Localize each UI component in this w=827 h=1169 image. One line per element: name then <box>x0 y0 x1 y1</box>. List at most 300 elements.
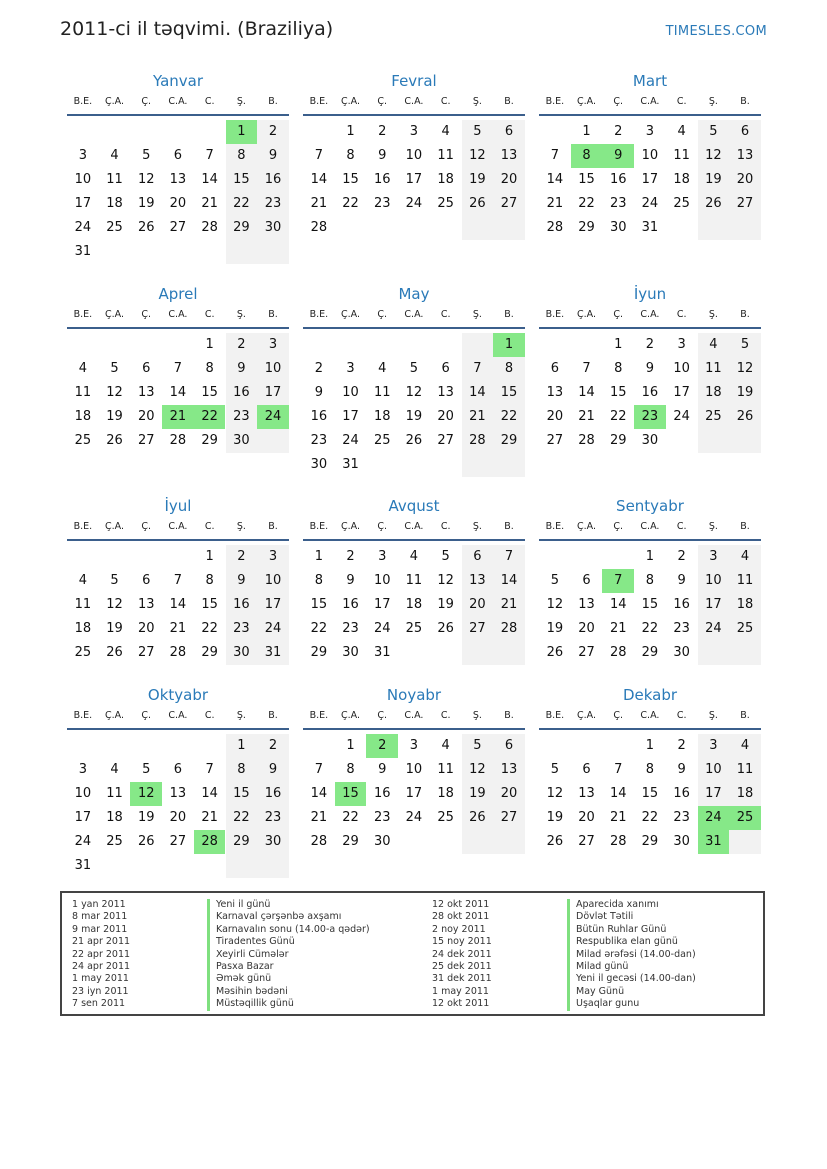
holiday-name: Dövlət Tətili <box>567 911 633 923</box>
day-cell: 13 <box>437 385 454 400</box>
day-cell: 2 <box>677 549 686 564</box>
day-cell: 21 <box>578 409 595 424</box>
month-name: Sentyabr <box>616 497 684 515</box>
day-cell: 24 <box>373 621 391 636</box>
day-cell: 19 <box>462 782 494 806</box>
day-cell: 19 <box>137 810 155 825</box>
day-cell: 28 <box>493 617 525 641</box>
day-cell: 8 <box>645 762 655 777</box>
month-name: İyun <box>633 285 667 303</box>
day-cell: 3 <box>409 124 419 139</box>
month-name: Aprel <box>158 285 198 303</box>
day-cell: 10 <box>405 762 423 777</box>
day-cell: 31 <box>74 858 92 873</box>
holiday-date: 1 may 2011 <box>432 985 489 997</box>
holiday-date: 8 mar 2011 <box>72 911 128 923</box>
day-cell: 28 <box>310 220 328 235</box>
day-cell: 2 <box>614 124 623 139</box>
day-cell: 28 <box>578 433 595 448</box>
day-cell: 19 <box>405 409 423 424</box>
day-cell: 24 <box>74 220 92 235</box>
day-cell: 29 <box>310 645 328 660</box>
weekday-label: Ş. <box>472 96 482 107</box>
day-cell: 9 <box>677 573 686 588</box>
day-cell: 20 <box>546 409 564 424</box>
day-grid <box>303 329 525 473</box>
day-cell: 31 <box>342 457 359 472</box>
day-cell: 22 <box>226 806 258 830</box>
holiday-day-cell: 7 <box>602 569 634 593</box>
weekday-label: Ç.A. <box>105 309 125 320</box>
day-cell: 10 <box>257 357 289 381</box>
day-cell: 3 <box>378 549 387 564</box>
day-cell: 20 <box>578 621 595 636</box>
weekday-label: Ş. <box>708 521 718 532</box>
day-cell: 23 <box>226 617 258 641</box>
day-cell: 8 <box>226 144 258 168</box>
day-cell: 2 <box>378 124 387 139</box>
day-cell: 2 <box>677 738 686 753</box>
weekday-header <box>67 92 289 116</box>
weekday-label: B. <box>268 521 278 532</box>
day-cell: 22 <box>609 409 627 424</box>
weekday-label: B.E. <box>545 710 565 721</box>
day-cell: 9 <box>645 361 655 376</box>
day-cell: 28 <box>609 645 627 660</box>
day-cell: 6 <box>582 573 591 588</box>
weekday-label: C. <box>440 710 451 721</box>
day-cell: 8 <box>226 758 258 782</box>
day-cell: 15 <box>201 597 218 612</box>
weekday-label: Ş. <box>472 309 482 320</box>
day-cell: 23 <box>673 621 690 636</box>
day-cell: 14 <box>169 385 187 400</box>
day-cell: 6 <box>729 120 761 144</box>
day-cell: 11 <box>729 758 761 782</box>
day-cell: 2 <box>226 545 258 569</box>
day-cell: 13 <box>546 385 564 400</box>
weekend-blank <box>729 830 761 854</box>
day-cell: 5 <box>110 573 119 588</box>
day-cell: 20 <box>137 621 155 636</box>
day-cell: 18 <box>673 172 690 187</box>
day-cell: 27 <box>137 433 155 448</box>
day-cell: 5 <box>550 762 559 777</box>
weekday-label: Ç.A. <box>105 521 125 532</box>
weekday-header <box>303 305 525 329</box>
holiday-day-cell: 24 <box>257 405 289 429</box>
weekday-label: C. <box>676 521 687 532</box>
weekday-label: Ş. <box>708 710 718 721</box>
day-cell: 14 <box>493 569 525 593</box>
day-cell: 26 <box>137 834 155 849</box>
day-cell: 16 <box>673 597 690 612</box>
month-name: May <box>398 285 430 303</box>
day-cell: 5 <box>409 361 419 376</box>
day-grid <box>303 116 525 260</box>
day-cell: 21 <box>310 810 328 825</box>
day-cell: 22 <box>641 810 659 825</box>
month-calendar <box>67 70 289 260</box>
day-cell: 5 <box>729 333 761 357</box>
weekday-header <box>67 517 289 541</box>
weekend-blank <box>698 429 730 453</box>
weekend-blank <box>729 429 761 453</box>
weekday-label: C.A. <box>640 521 660 532</box>
day-cell: 1 <box>205 337 214 352</box>
day-cell: 25 <box>698 405 730 429</box>
day-cell: 13 <box>493 144 525 168</box>
day-cell: 15 <box>226 168 258 192</box>
day-cell: 20 <box>169 810 187 825</box>
day-cell: 18 <box>729 782 761 806</box>
day-cell: 13 <box>137 597 155 612</box>
day-grid <box>303 730 525 874</box>
day-cell: 12 <box>698 144 730 168</box>
day-cell: 30 <box>641 433 659 448</box>
day-cell: 15 <box>201 385 218 400</box>
holiday-name: Karnavalın sonu (14.00-a qədər) <box>207 924 370 936</box>
day-cell: 10 <box>673 361 690 376</box>
day-cell: 6 <box>142 573 151 588</box>
day-cell: 18 <box>106 196 123 211</box>
day-grid <box>67 116 289 260</box>
day-grid <box>539 730 761 874</box>
weekday-label: C. <box>204 521 215 532</box>
day-cell: 20 <box>493 782 525 806</box>
day-cell: 10 <box>74 172 92 187</box>
day-cell: 16 <box>373 172 391 187</box>
day-grid <box>539 116 761 260</box>
day-cell: 4 <box>78 573 87 588</box>
day-cell: 11 <box>106 172 123 187</box>
day-cell: 27 <box>137 645 155 660</box>
day-cell: 18 <box>405 597 423 612</box>
day-cell: 18 <box>74 621 92 636</box>
holiday-date: 12 okt 2011 <box>432 899 490 910</box>
day-cell: 7 <box>462 357 494 381</box>
holiday-day-cell: 25 <box>729 806 761 830</box>
day-cell: 8 <box>346 148 355 163</box>
day-cell: 29 <box>609 433 627 448</box>
day-cell: 27 <box>546 433 564 448</box>
day-cell: 29 <box>226 216 258 240</box>
day-cell: 14 <box>310 786 328 801</box>
day-cell: 17 <box>405 172 423 187</box>
weekend-blank <box>226 240 258 264</box>
weekday-header <box>539 706 761 730</box>
day-cell: 6 <box>550 361 559 376</box>
weekday-label: C.A. <box>404 710 424 721</box>
day-cell: 6 <box>493 734 525 758</box>
day-cell: 31 <box>373 645 391 660</box>
day-cell: 23 <box>310 433 328 448</box>
month-name: İyul <box>164 497 192 515</box>
day-cell: 16 <box>257 168 289 192</box>
day-cell: 26 <box>437 621 454 636</box>
day-cell: 15 <box>578 172 595 187</box>
day-cell: 3 <box>257 545 289 569</box>
day-grid <box>303 541 525 685</box>
day-cell: 4 <box>698 333 730 357</box>
day-cell: 25 <box>673 196 690 211</box>
day-cell: 2 <box>645 337 655 352</box>
weekday-label: B.E. <box>309 710 329 721</box>
day-cell: 26 <box>106 433 123 448</box>
day-cell: 27 <box>578 645 595 660</box>
day-cell: 17 <box>342 409 359 424</box>
weekday-label: Ç. <box>613 710 624 721</box>
day-cell: 14 <box>169 597 187 612</box>
day-cell: 3 <box>257 333 289 357</box>
weekday-label: Ç.A. <box>341 710 361 721</box>
day-cell: 14 <box>201 172 218 187</box>
month-name: Avqust <box>388 497 440 515</box>
day-cell: 30 <box>226 429 258 453</box>
day-cell: 25 <box>405 621 423 636</box>
weekend-blank <box>493 216 525 240</box>
weekend-blank <box>257 429 289 453</box>
day-cell: 26 <box>462 806 494 830</box>
day-cell: 13 <box>578 597 595 612</box>
month-calendar <box>539 684 761 874</box>
day-cell: 3 <box>78 148 87 163</box>
weekday-label: Ç.A. <box>577 96 597 107</box>
weekday-label: C.A. <box>404 309 424 320</box>
day-cell: 12 <box>106 597 123 612</box>
weekday-label: C. <box>204 96 215 107</box>
day-cell: 11 <box>74 597 92 612</box>
day-cell: 16 <box>310 409 328 424</box>
day-cell: 6 <box>582 762 591 777</box>
day-cell: 28 <box>609 834 627 849</box>
holiday-date: 2 noy 2011 <box>432 923 486 935</box>
day-cell: 17 <box>74 810 92 825</box>
day-cell: 2 <box>257 120 289 144</box>
day-cell: 10 <box>257 569 289 593</box>
weekday-label: Ç. <box>141 710 152 721</box>
weekend-blank <box>462 333 494 357</box>
day-cell: 9 <box>378 762 387 777</box>
day-cell: 17 <box>405 786 423 801</box>
day-cell: 26 <box>729 405 761 429</box>
weekday-label: Ş. <box>236 309 246 320</box>
day-cell: 28 <box>310 834 328 849</box>
weekday-label: C. <box>440 521 451 532</box>
day-cell: 7 <box>314 762 323 777</box>
day-cell: 28 <box>169 645 187 660</box>
holiday-name: Bütün Ruhlar Günü <box>567 924 666 936</box>
day-cell: 11 <box>373 385 391 400</box>
holiday-date: 23 iyn 2011 <box>72 985 129 997</box>
holiday-date: 1 yan 2011 <box>72 899 126 910</box>
day-cell: 8 <box>314 573 323 588</box>
day-cell: 29 <box>201 645 218 660</box>
month-calendar <box>539 495 761 685</box>
day-cell: 17 <box>74 196 92 211</box>
day-cell: 10 <box>373 573 391 588</box>
holiday-name: Yeni il gecəsi (14.00-dan) <box>567 973 696 985</box>
day-cell: 19 <box>437 597 454 612</box>
day-cell: 20 <box>437 409 454 424</box>
day-cell: 24 <box>74 834 92 849</box>
day-cell: 5 <box>550 573 559 588</box>
day-cell: 13 <box>462 569 494 593</box>
holiday-day-cell: 1 <box>226 120 258 144</box>
day-cell: 2 <box>346 549 355 564</box>
day-cell: 9 <box>346 573 355 588</box>
day-cell: 30 <box>257 830 289 854</box>
day-cell: 2 <box>314 361 323 376</box>
weekday-label: B.E. <box>309 309 329 320</box>
weekday-label: C. <box>440 309 451 320</box>
weekday-label: B.E. <box>309 521 329 532</box>
day-cell: 15 <box>641 597 659 612</box>
weekday-label: Ç. <box>613 96 624 107</box>
day-cell: 12 <box>137 172 155 187</box>
day-cell: 24 <box>257 617 289 641</box>
weekday-header <box>303 706 525 730</box>
day-cell: 16 <box>641 385 659 400</box>
weekday-label: B. <box>268 96 278 107</box>
day-cell: 1 <box>205 549 214 564</box>
day-cell: 17 <box>641 172 659 187</box>
holiday-day-cell: 8 <box>571 144 603 168</box>
day-cell: 7 <box>205 148 214 163</box>
day-cell: 3 <box>698 545 730 569</box>
day-cell: 27 <box>493 806 525 830</box>
day-cell: 19 <box>462 168 494 192</box>
holiday-day-cell: 9 <box>602 144 634 168</box>
day-cell: 24 <box>342 433 359 448</box>
day-cell: 25 <box>729 617 761 641</box>
day-cell: 4 <box>729 734 761 758</box>
holiday-date: 24 dek 2011 <box>432 948 492 960</box>
day-cell: 1 <box>226 734 258 758</box>
day-cell: 27 <box>578 834 595 849</box>
day-cell: 31 <box>641 220 659 235</box>
day-cell: 6 <box>441 361 450 376</box>
day-cell: 11 <box>106 786 123 801</box>
day-cell: 30 <box>310 457 328 472</box>
holiday-day-cell: 21 <box>162 405 194 429</box>
day-cell: 15 <box>226 782 258 806</box>
day-cell: 23 <box>257 806 289 830</box>
holiday-day-cell: 28 <box>194 830 226 854</box>
page-title: 2011-ci il təqvimi. (Braziliya) <box>60 18 334 40</box>
weekday-label: B. <box>504 521 514 532</box>
day-cell: 30 <box>609 220 627 235</box>
weekday-label: Ş. <box>708 309 718 320</box>
weekday-label: B. <box>740 96 750 107</box>
weekday-label: Ç. <box>141 309 152 320</box>
day-cell: 28 <box>462 429 494 453</box>
weekend-blank <box>493 453 525 477</box>
holiday-date: 25 dek 2011 <box>432 960 492 972</box>
month-calendar <box>303 495 525 685</box>
day-cell: 30 <box>342 645 359 660</box>
day-cell: 6 <box>142 361 151 376</box>
day-cell: 29 <box>201 433 218 448</box>
weekend-blank <box>462 641 494 665</box>
day-cell: 20 <box>137 409 155 424</box>
day-cell: 21 <box>201 810 218 825</box>
day-cell: 2 <box>257 734 289 758</box>
day-cell: 17 <box>373 597 391 612</box>
day-cell: 4 <box>110 762 119 777</box>
day-cell: 9 <box>226 569 258 593</box>
weekday-label: Ç. <box>141 96 152 107</box>
weekday-label: C. <box>440 96 451 107</box>
holiday-date: 1 may 2011 <box>72 973 129 985</box>
day-cell: 4 <box>78 361 87 376</box>
month-name: Oktyabr <box>147 686 209 704</box>
day-cell: 27 <box>462 617 494 641</box>
day-cell: 24 <box>641 196 659 211</box>
weekday-label: Ş. <box>236 521 246 532</box>
day-cell: 13 <box>137 385 155 400</box>
weekday-label: Ç.A. <box>341 521 361 532</box>
day-cell: 20 <box>578 810 595 825</box>
weekday-label: C.A. <box>640 309 660 320</box>
day-cell: 29 <box>342 834 359 849</box>
day-cell: 10 <box>698 758 730 782</box>
weekday-label: C. <box>204 309 215 320</box>
day-cell: 6 <box>173 762 183 777</box>
day-cell: 4 <box>677 124 686 139</box>
day-cell: 19 <box>698 168 730 192</box>
day-cell: 19 <box>106 621 123 636</box>
month-calendar <box>539 283 761 473</box>
day-cell: 19 <box>137 196 155 211</box>
day-cell: 17 <box>698 593 730 617</box>
weekday-label: B.E. <box>73 309 93 320</box>
day-cell: 21 <box>310 196 328 211</box>
day-cell: 25 <box>437 196 454 211</box>
day-cell: 11 <box>729 569 761 593</box>
day-cell: 15 <box>342 172 359 187</box>
holiday-name: Yeni il günü <box>207 899 270 911</box>
weekday-label: Ç.A. <box>577 309 597 320</box>
day-cell: 25 <box>74 433 92 448</box>
weekday-label: C. <box>676 96 687 107</box>
day-cell: 14 <box>609 786 627 801</box>
day-cell: 9 <box>378 148 387 163</box>
day-cell: 29 <box>578 220 595 235</box>
weekday-label: Ç.A. <box>341 309 361 320</box>
weekday-label: Ç. <box>377 96 388 107</box>
month-name: Yanvar <box>152 72 204 90</box>
day-cell: 9 <box>257 144 289 168</box>
day-cell: 12 <box>437 573 454 588</box>
weekday-label: B. <box>740 309 750 320</box>
month-calendar <box>303 70 525 260</box>
holiday-legend <box>60 891 765 1016</box>
day-cell: 24 <box>405 810 423 825</box>
day-cell: 25 <box>106 220 123 235</box>
day-cell: 11 <box>437 148 454 163</box>
day-cell: 12 <box>462 144 494 168</box>
weekend-blank <box>462 216 494 240</box>
brand-link[interactable]: TIMESLES.COM <box>665 24 767 39</box>
day-cell: 24 <box>673 409 690 424</box>
weekday-label: B. <box>268 710 278 721</box>
month-name: Dekabr <box>622 686 678 704</box>
day-cell: 21 <box>609 621 627 636</box>
month-calendar <box>303 684 525 874</box>
holiday-name: May Günü <box>567 986 624 998</box>
weekday-label: C.A. <box>168 521 188 532</box>
